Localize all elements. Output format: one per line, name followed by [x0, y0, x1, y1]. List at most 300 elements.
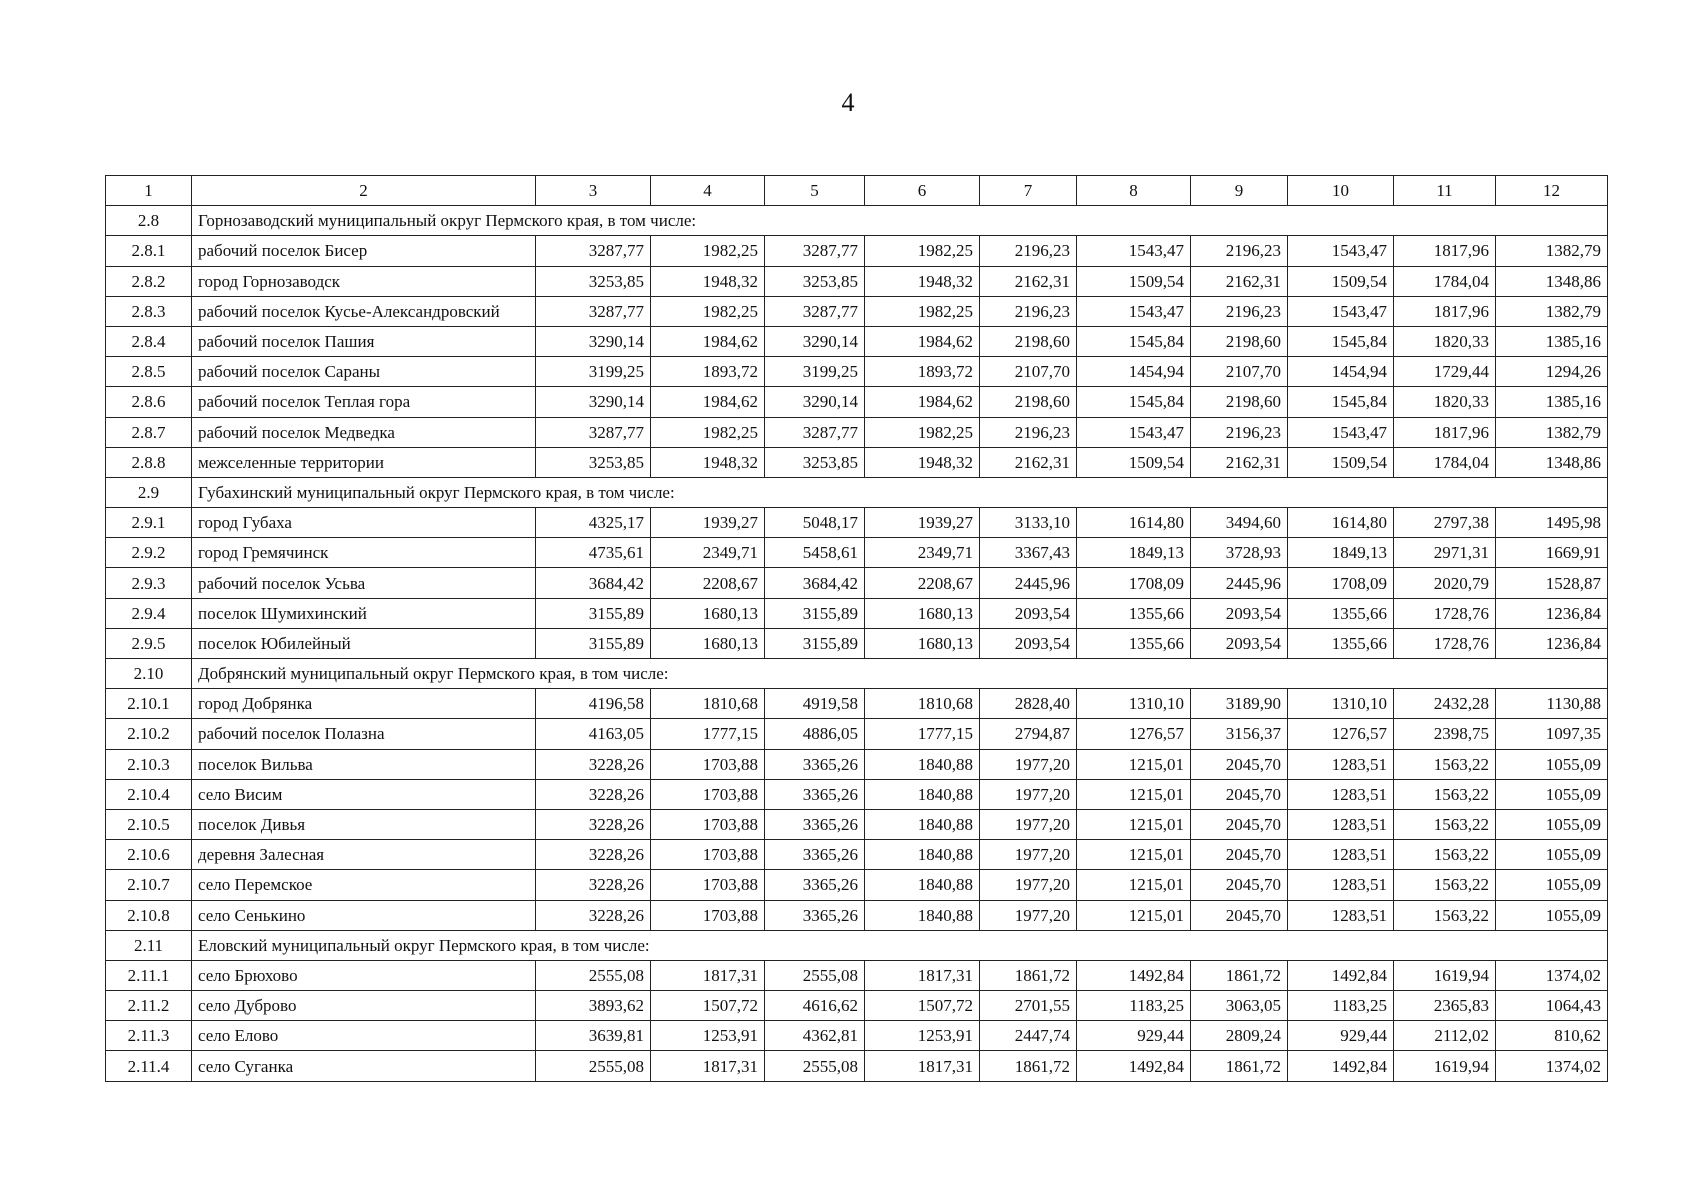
- row-number: 2.9.2: [106, 538, 192, 568]
- row-number: 2.10.5: [106, 809, 192, 839]
- value-cell: 4325,17: [536, 508, 651, 538]
- value-cell: 1563,22: [1394, 870, 1496, 900]
- row-number: 2.8.3: [106, 296, 192, 326]
- value-cell: 1355,66: [1077, 598, 1191, 628]
- value-cell: 929,44: [1288, 1021, 1394, 1051]
- value-cell: 2198,60: [980, 326, 1077, 356]
- value-cell: 1708,09: [1077, 568, 1191, 598]
- section-title: Губахинский муниципальный округ Пермского края, в том числе:: [192, 477, 1608, 507]
- value-cell: 3684,42: [536, 568, 651, 598]
- value-cell: 1810,68: [865, 689, 980, 719]
- value-cell: 1977,20: [980, 749, 1077, 779]
- row-number: 2.10.4: [106, 779, 192, 809]
- value-cell: 1977,20: [980, 870, 1077, 900]
- value-cell: 1784,04: [1394, 266, 1496, 296]
- value-cell: 5048,17: [765, 508, 865, 538]
- table-body: [106, 176, 1608, 1082]
- value-cell: 1861,72: [1191, 960, 1288, 990]
- value-cell: 1849,13: [1077, 538, 1191, 568]
- value-cell: 2198,60: [1191, 326, 1288, 356]
- table-row: [106, 809, 1608, 839]
- value-cell: 1680,13: [865, 598, 980, 628]
- table-row: [106, 357, 1608, 387]
- value-cell: 1563,22: [1394, 779, 1496, 809]
- value-cell: 1509,54: [1077, 447, 1191, 477]
- table-row: [106, 749, 1608, 779]
- row-number: 2.8.2: [106, 266, 192, 296]
- tariff-table: [105, 175, 1608, 1082]
- value-cell: 1984,62: [865, 326, 980, 356]
- value-cell: 1382,79: [1496, 417, 1608, 447]
- value-cell: 1509,54: [1288, 447, 1394, 477]
- value-cell: 4919,58: [765, 689, 865, 719]
- value-cell: 1703,88: [651, 900, 765, 930]
- value-cell: 1183,25: [1077, 991, 1191, 1021]
- column-header: 8: [1077, 176, 1191, 206]
- value-cell: 1728,76: [1394, 628, 1496, 658]
- value-cell: 2107,70: [1191, 357, 1288, 387]
- column-header: 11: [1394, 176, 1496, 206]
- value-cell: 1283,51: [1288, 779, 1394, 809]
- value-cell: 2045,70: [1191, 809, 1288, 839]
- value-cell: 1861,72: [980, 960, 1077, 990]
- value-cell: 1492,84: [1288, 1051, 1394, 1081]
- value-cell: 1283,51: [1288, 870, 1394, 900]
- value-cell: 1543,47: [1077, 236, 1191, 266]
- value-cell: 1669,91: [1496, 538, 1608, 568]
- section-row: [106, 659, 1608, 689]
- value-cell: 3365,26: [765, 900, 865, 930]
- value-cell: 2162,31: [1191, 266, 1288, 296]
- settlement-name: город Горнозаводск: [192, 266, 536, 296]
- value-cell: 3639,81: [536, 1021, 651, 1051]
- value-cell: 1215,01: [1077, 900, 1191, 930]
- settlement-name: поселок Вильва: [192, 749, 536, 779]
- settlement-name: рабочий поселок Медведка: [192, 417, 536, 447]
- value-cell: 1817,31: [651, 1051, 765, 1081]
- row-number: 2.8: [106, 206, 192, 236]
- settlement-name: рабочий поселок Сараны: [192, 357, 536, 387]
- settlement-name: село Дуброво: [192, 991, 536, 1021]
- value-cell: 2045,70: [1191, 840, 1288, 870]
- value-cell: 3199,25: [765, 357, 865, 387]
- value-cell: 1619,94: [1394, 960, 1496, 990]
- value-cell: 1840,88: [865, 870, 980, 900]
- column-header: 4: [651, 176, 765, 206]
- row-number: 2.11.4: [106, 1051, 192, 1081]
- value-cell: 3367,43: [980, 538, 1077, 568]
- value-cell: 1977,20: [980, 779, 1077, 809]
- settlement-name: село Сенькино: [192, 900, 536, 930]
- value-cell: 2196,23: [1191, 417, 1288, 447]
- row-number: 2.9.5: [106, 628, 192, 658]
- value-cell: 4163,05: [536, 719, 651, 749]
- value-cell: 2555,08: [765, 1051, 865, 1081]
- row-number: 2.9.3: [106, 568, 192, 598]
- value-cell: 2196,23: [980, 236, 1077, 266]
- value-cell: 1276,57: [1288, 719, 1394, 749]
- settlement-name: село Висим: [192, 779, 536, 809]
- row-number: 2.11.2: [106, 991, 192, 1021]
- value-cell: 1614,80: [1288, 508, 1394, 538]
- value-cell: 1982,25: [651, 236, 765, 266]
- value-cell: 3155,89: [765, 598, 865, 628]
- value-cell: 2196,23: [1191, 296, 1288, 326]
- value-cell: 3684,42: [765, 568, 865, 598]
- value-cell: 1283,51: [1288, 840, 1394, 870]
- table-row: [106, 598, 1608, 628]
- value-cell: 1454,94: [1077, 357, 1191, 387]
- table-row: [106, 538, 1608, 568]
- settlement-name: город Гремячинск: [192, 538, 536, 568]
- value-cell: 2828,40: [980, 689, 1077, 719]
- value-cell: 1215,01: [1077, 840, 1191, 870]
- value-cell: 1680,13: [865, 628, 980, 658]
- value-cell: 1310,10: [1077, 689, 1191, 719]
- value-cell: 1982,25: [865, 417, 980, 447]
- value-cell: 1236,84: [1496, 598, 1608, 628]
- value-cell: 4362,81: [765, 1021, 865, 1051]
- value-cell: 1507,72: [651, 991, 765, 1021]
- value-cell: 1055,09: [1496, 779, 1608, 809]
- value-cell: 1840,88: [865, 900, 980, 930]
- value-cell: 2045,70: [1191, 749, 1288, 779]
- value-cell: 1982,25: [865, 236, 980, 266]
- value-cell: 2162,31: [980, 447, 1077, 477]
- row-number: 2.8.5: [106, 357, 192, 387]
- table-row: [106, 326, 1608, 356]
- value-cell: 1777,15: [651, 719, 765, 749]
- row-number: 2.9: [106, 477, 192, 507]
- value-cell: 3253,85: [536, 266, 651, 296]
- value-cell: 1294,26: [1496, 357, 1608, 387]
- value-cell: 2196,23: [980, 417, 1077, 447]
- table-row: [106, 296, 1608, 326]
- value-cell: 1817,31: [651, 960, 765, 990]
- section-row: [106, 930, 1608, 960]
- row-number: 2.10.1: [106, 689, 192, 719]
- value-cell: 1492,84: [1077, 1051, 1191, 1081]
- value-cell: 1563,22: [1394, 749, 1496, 779]
- value-cell: 1215,01: [1077, 779, 1191, 809]
- column-header: 12: [1496, 176, 1608, 206]
- value-cell: 810,62: [1496, 1021, 1608, 1051]
- value-cell: 1984,62: [651, 387, 765, 417]
- value-cell: 1840,88: [865, 779, 980, 809]
- value-cell: 1840,88: [865, 840, 980, 870]
- value-cell: 3290,14: [765, 387, 865, 417]
- value-cell: 4616,62: [765, 991, 865, 1021]
- value-cell: 2971,31: [1394, 538, 1496, 568]
- value-cell: 1849,13: [1288, 538, 1394, 568]
- value-cell: 2208,67: [865, 568, 980, 598]
- value-cell: 2045,70: [1191, 900, 1288, 930]
- column-header: 1: [106, 176, 192, 206]
- value-cell: 1893,72: [865, 357, 980, 387]
- row-number: 2.10: [106, 659, 192, 689]
- table-row: [106, 779, 1608, 809]
- value-cell: 3156,37: [1191, 719, 1288, 749]
- value-cell: 1348,86: [1496, 447, 1608, 477]
- settlement-name: поселок Шумихинский: [192, 598, 536, 628]
- value-cell: 2045,70: [1191, 870, 1288, 900]
- value-cell: 2349,71: [651, 538, 765, 568]
- row-number: 2.10.6: [106, 840, 192, 870]
- value-cell: 1784,04: [1394, 447, 1496, 477]
- row-number: 2.9.1: [106, 508, 192, 538]
- value-cell: 929,44: [1077, 1021, 1191, 1051]
- value-cell: 1703,88: [651, 809, 765, 839]
- value-cell: 2555,08: [765, 960, 865, 990]
- value-cell: 1729,44: [1394, 357, 1496, 387]
- value-cell: 3228,26: [536, 779, 651, 809]
- value-cell: 1374,02: [1496, 960, 1608, 990]
- value-cell: 2162,31: [1191, 447, 1288, 477]
- table-row: [106, 719, 1608, 749]
- value-cell: 3290,14: [765, 326, 865, 356]
- value-cell: 1563,22: [1394, 900, 1496, 930]
- table-row: [106, 447, 1608, 477]
- value-cell: 1528,87: [1496, 568, 1608, 598]
- value-cell: 3253,85: [765, 266, 865, 296]
- table-row: [106, 870, 1608, 900]
- value-cell: 1703,88: [651, 779, 765, 809]
- value-cell: 1939,27: [865, 508, 980, 538]
- value-cell: 1680,13: [651, 628, 765, 658]
- value-cell: 3155,89: [765, 628, 865, 658]
- page-number: 4: [841, 88, 855, 117]
- value-cell: 1861,72: [980, 1051, 1077, 1081]
- value-cell: 1507,72: [865, 991, 980, 1021]
- table-row: [106, 1021, 1608, 1051]
- value-cell: 1283,51: [1288, 749, 1394, 779]
- value-cell: 1820,33: [1394, 387, 1496, 417]
- value-cell: 1064,43: [1496, 991, 1608, 1021]
- value-cell: 1810,68: [651, 689, 765, 719]
- value-cell: 3290,14: [536, 387, 651, 417]
- value-cell: 1283,51: [1288, 809, 1394, 839]
- row-number: 2.8.8: [106, 447, 192, 477]
- value-cell: 1385,16: [1496, 326, 1608, 356]
- value-cell: 2112,02: [1394, 1021, 1496, 1051]
- value-cell: 1382,79: [1496, 236, 1608, 266]
- value-cell: 3365,26: [765, 779, 865, 809]
- value-cell: 1236,84: [1496, 628, 1608, 658]
- value-cell: 1382,79: [1496, 296, 1608, 326]
- section-title: Горнозаводский муниципальный округ Пермского края, в том числе:: [192, 206, 1608, 236]
- value-cell: 1543,47: [1288, 236, 1394, 266]
- column-header: 10: [1288, 176, 1394, 206]
- value-cell: 2208,67: [651, 568, 765, 598]
- value-cell: 1509,54: [1288, 266, 1394, 296]
- value-cell: 3253,85: [536, 447, 651, 477]
- value-cell: 2365,83: [1394, 991, 1496, 1021]
- value-cell: 1817,31: [865, 1051, 980, 1081]
- settlement-name: рабочий поселок Кусье-Александровский: [192, 296, 536, 326]
- value-cell: 3365,26: [765, 870, 865, 900]
- value-cell: 1948,32: [865, 447, 980, 477]
- table-row: [106, 387, 1608, 417]
- value-cell: 2797,38: [1394, 508, 1496, 538]
- column-header: 9: [1191, 176, 1288, 206]
- section-title: Добрянский муниципальный округ Пермского края, в том числе:: [192, 659, 1608, 689]
- value-cell: 1055,09: [1496, 870, 1608, 900]
- value-cell: 1543,47: [1288, 417, 1394, 447]
- value-cell: 1703,88: [651, 870, 765, 900]
- section-row: [106, 206, 1608, 236]
- value-cell: 2398,75: [1394, 719, 1496, 749]
- settlement-name: поселок Дивья: [192, 809, 536, 839]
- value-cell: 3287,77: [536, 296, 651, 326]
- value-cell: 2555,08: [536, 1051, 651, 1081]
- value-cell: 1385,16: [1496, 387, 1608, 417]
- value-cell: 2093,54: [1191, 598, 1288, 628]
- value-cell: 2093,54: [1191, 628, 1288, 658]
- value-cell: 4196,58: [536, 689, 651, 719]
- value-cell: 1817,96: [1394, 417, 1496, 447]
- value-cell: 3228,26: [536, 749, 651, 779]
- settlement-name: село Перемское: [192, 870, 536, 900]
- value-cell: 4735,61: [536, 538, 651, 568]
- value-cell: 2196,23: [980, 296, 1077, 326]
- value-cell: 2445,96: [1191, 568, 1288, 598]
- value-cell: 1355,66: [1288, 628, 1394, 658]
- value-cell: 2809,24: [1191, 1021, 1288, 1051]
- value-cell: 1215,01: [1077, 749, 1191, 779]
- value-cell: 1708,09: [1288, 568, 1394, 598]
- value-cell: 1215,01: [1077, 809, 1191, 839]
- row-number: 2.8.4: [106, 326, 192, 356]
- value-cell: 1703,88: [651, 749, 765, 779]
- settlement-name: рабочий поселок Пашия: [192, 326, 536, 356]
- value-cell: 2198,60: [980, 387, 1077, 417]
- value-cell: 1680,13: [651, 598, 765, 628]
- settlement-name: рабочий поселок Усьва: [192, 568, 536, 598]
- value-cell: 1982,25: [651, 296, 765, 326]
- column-header: 3: [536, 176, 651, 206]
- value-cell: 3228,26: [536, 809, 651, 839]
- value-cell: 1948,32: [865, 266, 980, 296]
- row-number: 2.10.3: [106, 749, 192, 779]
- value-cell: 2349,71: [865, 538, 980, 568]
- value-cell: 1492,84: [1288, 960, 1394, 990]
- value-cell: 2107,70: [980, 357, 1077, 387]
- value-cell: 1276,57: [1077, 719, 1191, 749]
- value-cell: 1130,88: [1496, 689, 1608, 719]
- row-number: 2.10.8: [106, 900, 192, 930]
- value-cell: 3365,26: [765, 749, 865, 779]
- value-cell: 3365,26: [765, 809, 865, 839]
- value-cell: 1948,32: [651, 266, 765, 296]
- value-cell: 2162,31: [980, 266, 1077, 296]
- value-cell: 1820,33: [1394, 326, 1496, 356]
- value-cell: 1563,22: [1394, 809, 1496, 839]
- value-cell: 3133,10: [980, 508, 1077, 538]
- value-cell: 1545,84: [1288, 387, 1394, 417]
- value-cell: 1777,15: [865, 719, 980, 749]
- settlement-name: рабочий поселок Полазна: [192, 719, 536, 749]
- section-title: Еловский муниципальный округ Пермского края, в том числе:: [192, 930, 1608, 960]
- value-cell: 2093,54: [980, 628, 1077, 658]
- value-cell: 1055,09: [1496, 809, 1608, 839]
- settlement-name: межселенные территории: [192, 447, 536, 477]
- value-cell: 1055,09: [1496, 840, 1608, 870]
- value-cell: 1543,47: [1077, 296, 1191, 326]
- settlement-name: город Добрянка: [192, 689, 536, 719]
- value-cell: 1948,32: [651, 447, 765, 477]
- value-cell: 1977,20: [980, 900, 1077, 930]
- table-row: [106, 900, 1608, 930]
- value-cell: 2701,55: [980, 991, 1077, 1021]
- value-cell: 1619,94: [1394, 1051, 1496, 1081]
- settlement-name: рабочий поселок Теплая гора: [192, 387, 536, 417]
- value-cell: 1817,31: [865, 960, 980, 990]
- value-cell: 1545,84: [1077, 326, 1191, 356]
- settlement-name: село Брюхово: [192, 960, 536, 990]
- value-cell: 3063,05: [1191, 991, 1288, 1021]
- table-row: [106, 508, 1608, 538]
- value-cell: 1939,27: [651, 508, 765, 538]
- value-cell: 1545,84: [1077, 387, 1191, 417]
- value-cell: 1840,88: [865, 809, 980, 839]
- value-cell: 1817,96: [1394, 296, 1496, 326]
- table-row: [106, 266, 1608, 296]
- header-row: [106, 176, 1608, 206]
- value-cell: 3287,77: [536, 417, 651, 447]
- value-cell: 2447,74: [980, 1021, 1077, 1051]
- value-cell: 2020,79: [1394, 568, 1496, 598]
- value-cell: 2196,23: [1191, 236, 1288, 266]
- value-cell: 1543,47: [1288, 296, 1394, 326]
- value-cell: 1055,09: [1496, 749, 1608, 779]
- value-cell: 2198,60: [1191, 387, 1288, 417]
- row-number: 2.10.7: [106, 870, 192, 900]
- value-cell: 1614,80: [1077, 508, 1191, 538]
- value-cell: 1495,98: [1496, 508, 1608, 538]
- value-cell: 1355,66: [1077, 628, 1191, 658]
- value-cell: 1183,25: [1288, 991, 1394, 1021]
- value-cell: 1097,35: [1496, 719, 1608, 749]
- value-cell: 1840,88: [865, 749, 980, 779]
- table-row: [106, 840, 1608, 870]
- value-cell: 5458,61: [765, 538, 865, 568]
- value-cell: 2794,87: [980, 719, 1077, 749]
- value-cell: 1492,84: [1077, 960, 1191, 990]
- table-row: [106, 628, 1608, 658]
- value-cell: 3287,77: [536, 236, 651, 266]
- table-row: [106, 689, 1608, 719]
- value-cell: 1817,96: [1394, 236, 1496, 266]
- value-cell: 1348,86: [1496, 266, 1608, 296]
- value-cell: 1984,62: [651, 326, 765, 356]
- value-cell: 3253,85: [765, 447, 865, 477]
- column-header: 6: [865, 176, 980, 206]
- value-cell: 1215,01: [1077, 870, 1191, 900]
- value-cell: 1982,25: [651, 417, 765, 447]
- value-cell: 4886,05: [765, 719, 865, 749]
- value-cell: 2093,54: [980, 598, 1077, 628]
- value-cell: 1982,25: [865, 296, 980, 326]
- value-cell: 1728,76: [1394, 598, 1496, 628]
- value-cell: 1861,72: [1191, 1051, 1288, 1081]
- value-cell: 1253,91: [865, 1021, 980, 1051]
- value-cell: 3893,62: [536, 991, 651, 1021]
- value-cell: 2445,96: [980, 568, 1077, 598]
- settlement-name: село Суганка: [192, 1051, 536, 1081]
- value-cell: 1543,47: [1077, 417, 1191, 447]
- section-row: [106, 477, 1608, 507]
- row-number: 2.8.1: [106, 236, 192, 266]
